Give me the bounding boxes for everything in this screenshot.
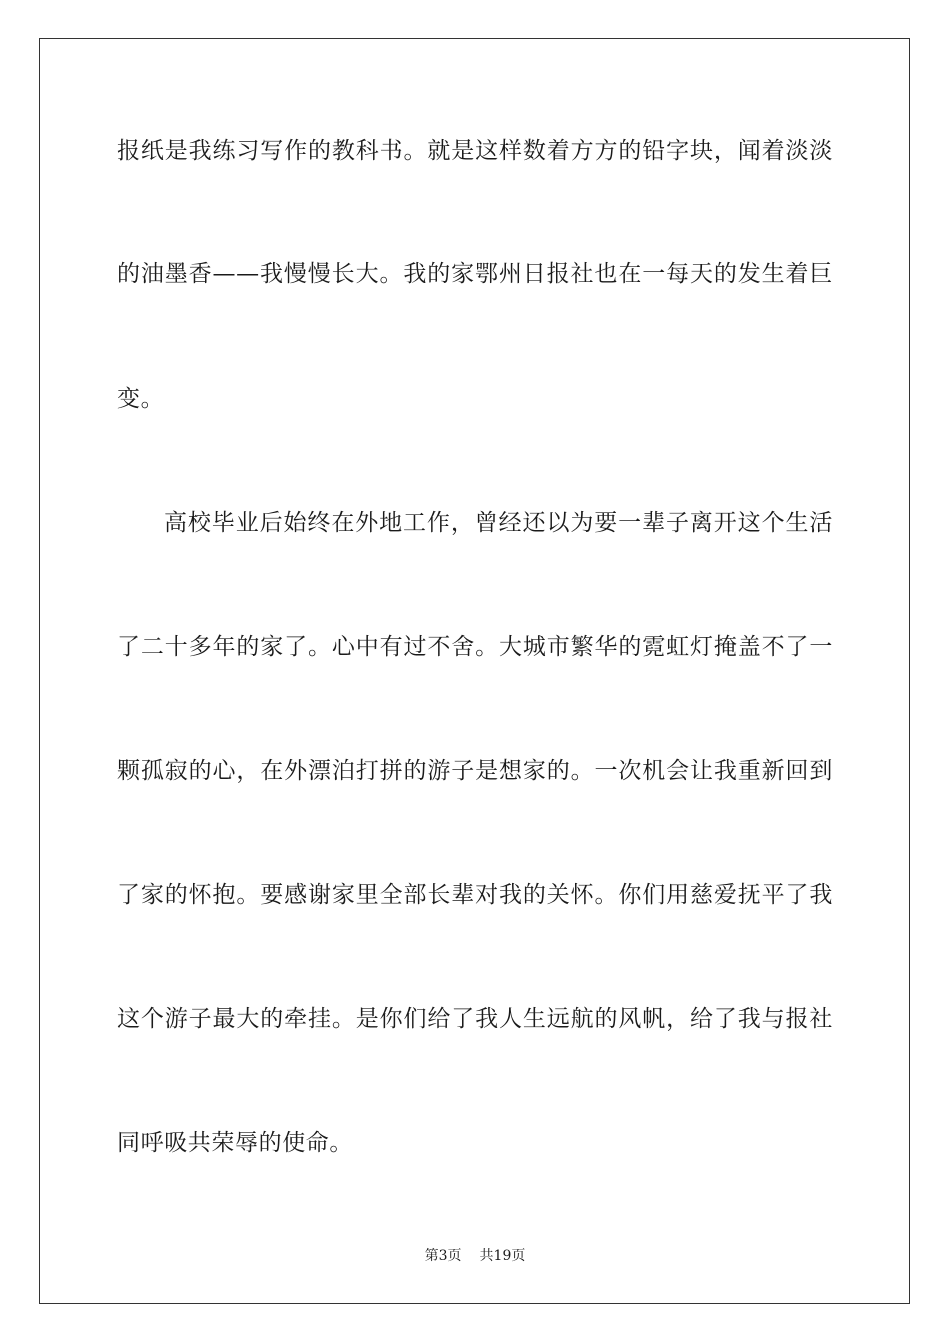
text-line-1: 报纸是我练习写作的教科书。就是这样数着方方的铅字块，闻着淡淡 [117, 138, 833, 164]
text-line-3: 变。 [117, 386, 165, 412]
page-number: 第3页 [424, 1248, 462, 1264]
page-total: 共19页 [479, 1248, 526, 1264]
text-line-7: 了家的怀抱。要感谢家里全部长辈对我的关怀。你们用慈爱抚平了我 [117, 882, 833, 908]
page-frame [39, 38, 910, 1304]
text-line-5: 了二十多年的家了。心中有过不舍。大城市繁华的霓虹灯掩盖不了一 [117, 634, 833, 660]
text-line-9: 同呼吸共荣辱的使命。 [117, 1130, 353, 1156]
text-line-4: 高校毕业后始终在外地工作，曾经还以为要一辈子离开这个生活 [164, 510, 833, 536]
page-footer [0, 1247, 950, 1265]
text-line-2: 的油墨香——我慢慢长大。我的家鄂州日报社也在一每天的发生着巨 [117, 261, 833, 287]
text-line-6: 颗孤寂的心，在外漂泊打拼的游子是想家的。一次机会让我重新回到 [117, 758, 833, 784]
text-line-8: 这个游子最大的牵挂。是你们给了我人生远航的风帆，给了我与报社 [117, 1006, 833, 1032]
